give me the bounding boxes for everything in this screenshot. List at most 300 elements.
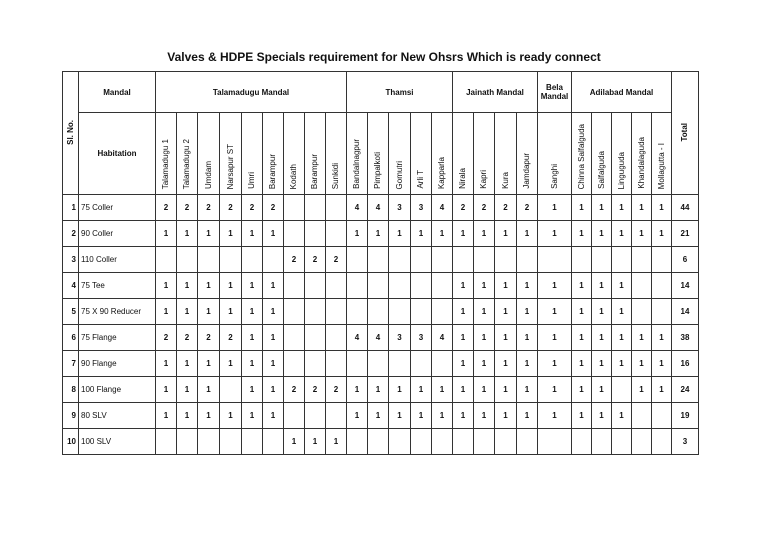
row-sl-no: 6 [63,325,79,351]
habitation-name-cell [368,113,389,195]
habitation-name-cell [538,113,572,195]
habitation-name-cell [612,113,632,195]
habitation-name: Arli T [416,170,425,189]
quantity-cell: 1 [411,403,432,429]
quantity-cell [411,351,432,377]
habitation-name-cell [156,113,177,195]
quantity-cell: 1 [389,221,411,247]
table-row [63,221,699,247]
habitation-name-cell [220,113,242,195]
quantity-cell [347,429,368,455]
quantity-cell [389,247,411,273]
quantity-cell [326,325,347,351]
quantity-cell: 1 [474,299,495,325]
quantity-cell [326,221,347,247]
habitation-name: Chinna Salfalguda [576,123,586,189]
quantity-cell: 1 [198,221,220,247]
quantity-cell: 1 [284,429,305,455]
quantity-cell [305,351,326,377]
quantity-cell: 1 [652,377,672,403]
quantity-cell: 1 [411,221,432,247]
quantity-cell: 1 [592,221,612,247]
quantity-cell [326,403,347,429]
habitation-name-cell [453,113,474,195]
quantity-cell [284,273,305,299]
quantity-cell [652,403,672,429]
quantity-cell: 1 [652,221,672,247]
quantity-cell: 1 [612,273,632,299]
row-sl-no: 7 [63,351,79,377]
quantity-cell [652,247,672,273]
table-row [63,377,699,403]
quantity-cell: 1 [263,221,284,247]
quantity-cell: 2 [220,325,242,351]
quantity-cell: 1 [368,403,389,429]
quantity-cell [453,429,474,455]
habitation-name-cell [517,113,538,195]
requirements-table [62,71,699,455]
habitation-name: Sunkidi [331,162,340,189]
quantity-cell: 1 [517,221,538,247]
quantity-cell [305,403,326,429]
quantity-cell [432,273,453,299]
row-sl-no: 3 [63,247,79,273]
mandal-header: Mandal [79,72,156,113]
quantity-cell: 1 [495,273,517,299]
quantity-cell: 3 [389,195,411,221]
row-total: 14 [672,273,699,299]
quantity-cell: 1 [592,403,612,429]
quantity-cell: 1 [517,403,538,429]
quantity-cell [368,429,389,455]
habitation-name-cell [305,113,326,195]
habitation-name: Khandalaguda [636,137,646,189]
row-item-name: 110 Coller [79,247,156,273]
habitation-name-cell [242,113,263,195]
quantity-cell [389,351,411,377]
quantity-cell: 1 [453,403,474,429]
habitation-header: Habitation [79,113,156,195]
row-item-name: 100 SLV [79,429,156,455]
total-header-label: Total [680,122,689,142]
quantity-cell: 1 [538,377,572,403]
quantity-cell: 1 [517,325,538,351]
total-header [672,72,699,195]
quantity-cell [326,273,347,299]
quantity-cell [220,429,242,455]
quantity-cell [474,429,495,455]
quantity-cell [156,429,177,455]
quantity-cell [156,247,177,273]
row-total: 24 [672,377,699,403]
habitation-name: Umdam [203,160,213,189]
quantity-cell: 1 [453,377,474,403]
row-item-name: 75 X 90 Reducer [79,299,156,325]
quantity-cell [305,273,326,299]
quantity-cell: 1 [474,377,495,403]
quantity-cell [632,273,652,299]
quantity-cell: 1 [368,377,389,403]
habitation-name: Umri [247,172,256,189]
quantity-cell: 2 [305,247,326,273]
quantity-cell: 1 [156,351,177,377]
quantity-cell: 1 [220,403,242,429]
quantity-cell: 1 [263,273,284,299]
quantity-cell [242,429,263,455]
quantity-cell: 3 [411,195,432,221]
quantity-cell: 1 [632,195,652,221]
habitation-name-cell [263,113,284,195]
quantity-cell: 1 [495,299,517,325]
row-total: 16 [672,351,699,377]
quantity-cell: 1 [177,377,198,403]
quantity-cell: 1 [242,273,263,299]
quantity-cell: 4 [432,195,453,221]
quantity-cell [284,299,305,325]
habitation-name-cell [389,113,411,195]
quantity-cell: 1 [474,325,495,351]
quantity-cell: 2 [517,195,538,221]
quantity-cell: 1 [177,273,198,299]
quantity-cell: 1 [474,403,495,429]
mandal-group-header: Bela Mandal [538,72,572,113]
quantity-cell: 4 [432,325,453,351]
quantity-cell: 2 [474,195,495,221]
quantity-cell: 1 [156,299,177,325]
quantity-cell: 4 [347,325,368,351]
quantity-cell [177,429,198,455]
habitation-name: Narsapur ST [225,143,235,189]
habitation-name-cell [474,113,495,195]
quantity-cell: 2 [220,195,242,221]
quantity-cell: 1 [177,299,198,325]
quantity-cell [432,299,453,325]
quantity-cell [632,299,652,325]
quantity-cell [538,429,572,455]
quantity-cell [326,351,347,377]
quantity-cell: 1 [305,429,326,455]
quantity-cell: 1 [538,273,572,299]
quantity-cell: 1 [347,221,368,247]
quantity-cell: 1 [263,299,284,325]
quantity-cell [432,429,453,455]
quantity-cell: 1 [612,325,632,351]
habitation-name-cell [284,113,305,195]
quantity-cell: 1 [198,299,220,325]
quantity-cell [517,429,538,455]
quantity-cell: 1 [592,299,612,325]
habitation-name: Talamadugu 1 [161,138,170,189]
quantity-cell [347,299,368,325]
quantity-cell [368,273,389,299]
row-sl-no: 1 [63,195,79,221]
quantity-cell: 1 [474,221,495,247]
quantity-cell [263,247,284,273]
quantity-cell [305,299,326,325]
quantity-cell [411,299,432,325]
row-total: 44 [672,195,699,221]
row-sl-no: 2 [63,221,79,247]
quantity-cell [305,195,326,221]
quantity-cell: 1 [495,377,517,403]
row-total: 38 [672,325,699,351]
quantity-cell: 1 [612,299,632,325]
habitation-name-cell [592,113,612,195]
quantity-cell: 1 [572,273,592,299]
quantity-cell: 1 [198,273,220,299]
mandal-group-header: Adilabad Mandal [572,72,672,113]
quantity-cell [198,429,220,455]
quantity-cell: 1 [411,377,432,403]
row-total: 14 [672,299,699,325]
quantity-cell: 1 [517,273,538,299]
row-item-name: 75 Tee [79,273,156,299]
habitation-name: Linguguda [616,151,626,189]
quantity-cell [411,247,432,273]
habitation-name-cell [652,113,672,195]
habitation-name: Nirala [458,168,467,189]
quantity-cell: 2 [326,247,347,273]
quantity-cell: 1 [572,351,592,377]
habitation-name: Salfalguda [596,151,606,189]
row-item-name: 75 Flange [79,325,156,351]
quantity-cell: 1 [632,377,652,403]
row-item-name: 75 Coller [79,195,156,221]
quantity-cell [389,429,411,455]
quantity-cell [284,325,305,351]
row-total: 19 [672,403,699,429]
header-row-mandal [63,72,699,113]
quantity-cell [326,195,347,221]
quantity-cell: 4 [368,325,389,351]
quantity-cell [347,351,368,377]
quantity-cell [220,377,242,403]
quantity-cell: 1 [220,221,242,247]
quantity-cell: 1 [632,221,652,247]
quantity-cell: 1 [538,299,572,325]
quantity-cell: 2 [284,247,305,273]
habitation-name-cell [632,113,652,195]
quantity-cell [632,403,652,429]
table-row [63,247,699,273]
quantity-cell: 2 [305,377,326,403]
habitation-name: Kapri [479,170,488,189]
quantity-cell: 1 [453,351,474,377]
quantity-cell: 1 [572,403,592,429]
table-row [63,325,699,351]
quantity-cell [326,299,347,325]
quantity-cell: 1 [242,299,263,325]
quantity-cell: 1 [538,325,572,351]
quantity-cell [652,429,672,455]
row-sl-no: 8 [63,377,79,403]
quantity-cell: 1 [592,351,612,377]
quantity-cell: 1 [177,403,198,429]
header-row-habitation [63,113,699,195]
quantity-cell: 1 [263,403,284,429]
row-sl-no: 10 [63,429,79,455]
table-row [63,299,699,325]
sl-no-header-label: Sl. No. [65,119,75,145]
quantity-cell: 1 [198,377,220,403]
quantity-cell: 1 [242,221,263,247]
quantity-cell: 2 [284,377,305,403]
quantity-cell [632,247,652,273]
quantity-cell [284,195,305,221]
quantity-cell: 2 [198,195,220,221]
habitation-name-cell [326,113,347,195]
habitation-name: Barampur [268,153,277,189]
quantity-cell: 2 [326,377,347,403]
quantity-cell [368,351,389,377]
habitation-name-cell [411,113,432,195]
habitation-name: Pimpalkoti [373,152,382,189]
quantity-cell: 3 [411,325,432,351]
quantity-cell [284,221,305,247]
row-sl-no: 5 [63,299,79,325]
quantity-cell [368,299,389,325]
quantity-cell: 1 [453,273,474,299]
habitation-name-cell [177,113,198,195]
table-row [63,195,699,221]
quantity-cell [572,247,592,273]
quantity-cell [474,247,495,273]
quantity-cell: 1 [198,351,220,377]
quantity-cell [592,247,612,273]
quantity-cell: 1 [495,351,517,377]
quantity-cell: 2 [177,195,198,221]
quantity-cell: 1 [347,403,368,429]
habitation-name-cell [198,113,220,195]
quantity-cell: 1 [495,325,517,351]
quantity-cell: 1 [538,351,572,377]
quantity-cell: 1 [612,403,632,429]
quantity-cell: 1 [517,377,538,403]
habitation-name: Mollagutta - I [656,142,666,189]
table-row [63,351,699,377]
quantity-cell: 1 [592,377,612,403]
quantity-cell [305,325,326,351]
quantity-cell [389,273,411,299]
quantity-cell: 2 [156,325,177,351]
quantity-cell: 1 [368,221,389,247]
habitation-name: Talamadugu 2 [182,138,191,189]
quantity-cell: 1 [474,273,495,299]
quantity-cell [495,429,517,455]
habitation-name-cell [347,113,368,195]
quantity-cell: 1 [242,325,263,351]
quantity-cell [432,351,453,377]
quantity-cell: 1 [612,351,632,377]
quantity-cell: 1 [592,195,612,221]
mandal-group-header: Jainath Mandal [453,72,538,113]
quantity-cell: 4 [347,195,368,221]
sl-no-header [63,72,79,195]
quantity-cell: 2 [242,195,263,221]
row-item-name: 100 Flange [79,377,156,403]
quantity-cell: 1 [198,403,220,429]
quantity-cell: 1 [263,351,284,377]
quantity-cell [347,273,368,299]
quantity-cell [347,247,368,273]
quantity-cell: 1 [220,299,242,325]
quantity-cell [612,429,632,455]
quantity-cell: 1 [652,195,672,221]
quantity-cell: 1 [156,377,177,403]
quantity-cell: 3 [389,325,411,351]
quantity-cell: 1 [652,351,672,377]
quantity-cell: 1 [517,299,538,325]
quantity-cell: 1 [242,403,263,429]
quantity-cell: 1 [389,403,411,429]
quantity-cell: 1 [495,403,517,429]
quantity-cell: 1 [177,351,198,377]
quantity-cell: 1 [156,273,177,299]
quantity-cell: 1 [389,377,411,403]
row-item-name: 90 Coller [79,221,156,247]
quantity-cell: 1 [572,325,592,351]
quantity-cell: 1 [263,377,284,403]
mandal-group-header: Thamsi [347,72,453,113]
quantity-cell [632,429,652,455]
habitation-name-cell [572,113,592,195]
row-sl-no: 9 [63,403,79,429]
quantity-cell: 1 [326,429,347,455]
quantity-cell: 4 [368,195,389,221]
quantity-cell [652,273,672,299]
quantity-cell [612,247,632,273]
table-row [63,429,699,455]
quantity-cell [592,429,612,455]
row-total: 6 [672,247,699,273]
habitation-name: Gomutri [394,160,404,189]
row-item-name: 80 SLV [79,403,156,429]
quantity-cell [612,377,632,403]
quantity-cell: 1 [538,195,572,221]
habitation-name-cell [432,113,453,195]
quantity-cell: 1 [347,377,368,403]
quantity-cell: 2 [156,195,177,221]
quantity-cell: 2 [263,195,284,221]
quantity-cell: 1 [592,273,612,299]
quantity-cell: 1 [632,325,652,351]
row-item-name: 90 Flange [79,351,156,377]
quantity-cell: 1 [263,325,284,351]
quantity-cell: 1 [572,195,592,221]
quantity-cell [305,221,326,247]
quantity-cell: 1 [495,221,517,247]
quantity-cell [652,299,672,325]
habitation-name: Jamdapur [522,153,531,189]
quantity-cell: 1 [652,325,672,351]
table-row [63,403,699,429]
quantity-cell [177,247,198,273]
quantity-cell: 1 [612,221,632,247]
quantity-cell: 1 [632,351,652,377]
quantity-cell: 2 [495,195,517,221]
table-row [63,273,699,299]
habitation-name-cell [495,113,517,195]
quantity-cell: 1 [474,351,495,377]
habitation-name: Barampur [310,153,319,189]
row-total: 21 [672,221,699,247]
quantity-cell: 1 [242,351,263,377]
quantity-cell [411,273,432,299]
quantity-cell [432,247,453,273]
habitation-name: Kura [500,172,510,189]
quantity-cell [263,429,284,455]
quantity-cell [411,429,432,455]
